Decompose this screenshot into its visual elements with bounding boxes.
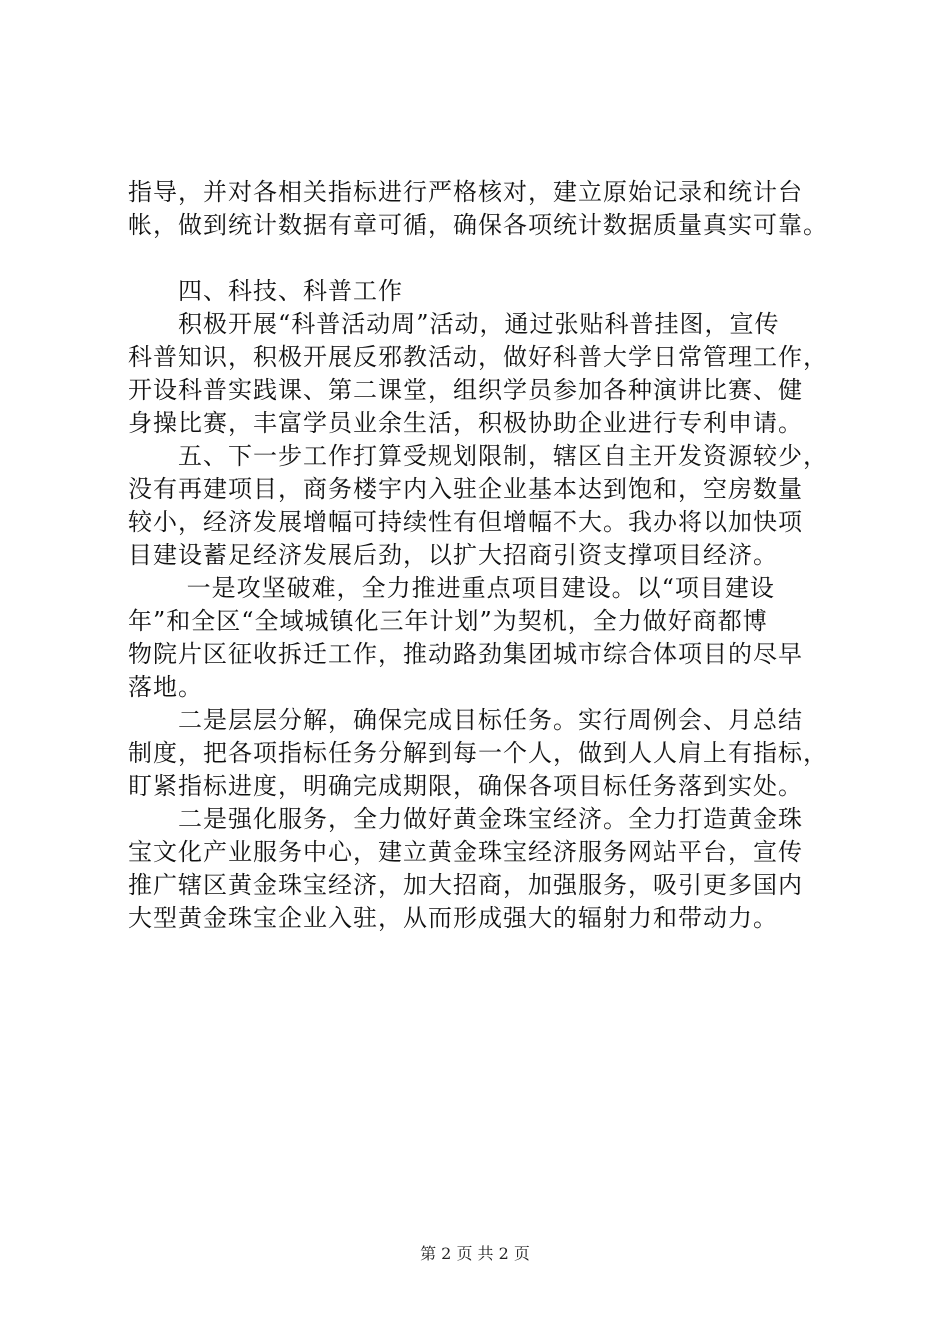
- text-line: 帐，做到统计数据有章可循，确保各项统计数据质量真实可靠。: [128, 211, 828, 239]
- text-line: 二是强化服务，全力做好黄金珠宝经济。全力打造黄金珠: [128, 805, 803, 833]
- text-line: 较小，经济发展增幅可持续性有但增幅不大。我办将以加快项: [128, 508, 803, 536]
- text-line: 科普知识，积极开展反邪教活动，做好科普大学日常管理工作，: [128, 343, 828, 371]
- text-line: 落地。: [128, 673, 203, 701]
- text-line: 推广辖区黄金珠宝经济，加大招商，加强服务，吸引更多国内: [128, 871, 803, 899]
- text-line: 制度，把各项指标任务分解到每一个人，做到人人肩上有指标，: [128, 739, 828, 767]
- text-line: 开设科普实践课、第二课堂，组织学员参加各种演讲比赛、健: [128, 376, 803, 404]
- text-line: 二是层层分解，确保完成目标任务。实行周例会、月总结: [128, 706, 803, 734]
- text-line: 五、下一步工作打算受规划限制，辖区自主开发资源较少，: [128, 442, 828, 470]
- text-line: 宝文化产业服务中心，建立黄金珠宝经济服务网站平台，宣传: [128, 838, 803, 866]
- blank-line: [128, 242, 838, 275]
- text-line: 没有再建项目，商务楼宇内入驻企业基本达到饱和，空房数量: [128, 475, 803, 503]
- text-line: 大型黄金珠宝企业入驻，从而形成强大的辐射力和带动力。: [128, 904, 778, 932]
- text-line: 盯紧指标进度，明确完成期限，确保各项目标任务落到实处。: [128, 772, 803, 800]
- page-number-label: 第 2 页 共 2 页: [420, 1244, 530, 1263]
- document-body: [128, 176, 838, 935]
- page-footer: [0, 1244, 950, 1264]
- text-line: 积极开展“科普活动周”活动，通过张贴科普挂图，宣传: [128, 310, 780, 338]
- text-line: 年”和全区“全域城镇化三年计划”为契机，全力做好商都博: [128, 607, 768, 635]
- section-heading: 四、科技、科普工作: [128, 277, 403, 305]
- text-line: 身操比赛，丰富学员业余生活，积极协助企业进行专利申请。: [128, 409, 803, 437]
- text-line: 一是攻坚破难，全力推进重点项目建设。以“项目建设: [128, 574, 775, 602]
- text-line: 物院片区征收拆迁工作，推动路劲集团城市综合体项目的尽早: [128, 640, 803, 668]
- text-line: 指导，并对各相关指标进行严格核对，建立原始记录和统计台: [128, 178, 803, 206]
- text-line: 目建设蓄足经济发展后劲，以扩大招商引资支撑项目经济。: [128, 541, 778, 569]
